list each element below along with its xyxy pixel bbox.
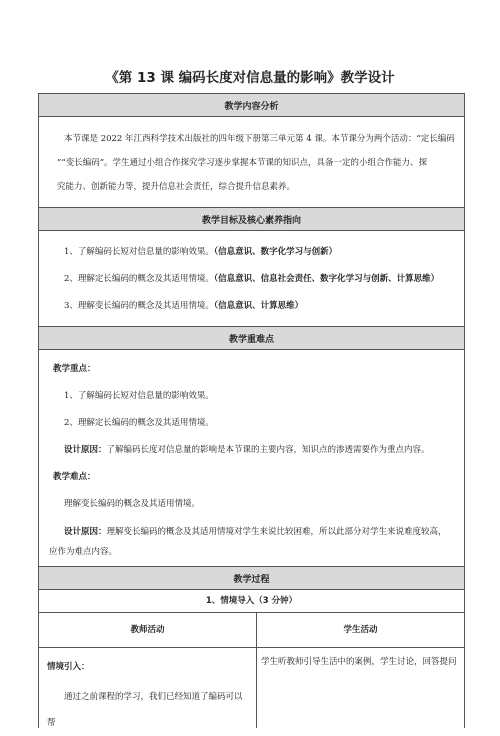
page-title: 《第 13 课 编码长度对信息量的影响》教学设计 (105, 70, 395, 86)
process-col-headers (39, 613, 464, 648)
objective-item-1 (47, 239, 456, 266)
student-col-header: 学生活动 (343, 625, 378, 635)
keypoints-header: 教学重难点 (39, 327, 464, 350)
difficulty-text: 理解变长编码的概念及其适用情境。 (64, 499, 201, 509)
objective-tag: （信息意识、信息社会责任、数字化学习与创新、计算思维） (213, 274, 440, 284)
teacher-activity (39, 648, 257, 728)
keypoints-body (39, 350, 464, 567)
focus-label: 教学重点： (53, 364, 96, 374)
reason-text: 理解变长编码的概念及其适用情境对学生来说比较困难，所以此部分对学生来说难度较高， (106, 527, 447, 537)
objectives-body (39, 231, 464, 327)
analysis-header: 教学内容分析 (39, 94, 464, 117)
analysis-body (39, 117, 464, 208)
reason-text: 了解编码长度对信息量的影响是本节课的主要内容，知识点的渗透需要作为重点内容。 (106, 445, 430, 455)
objective-text: 3、理解变长编码的概念及其适用情境。 (64, 301, 214, 311)
analysis-line-3: 究能力、创新能力等，提升信息社会责任，综合提升信息素养。 (57, 182, 296, 192)
objective-item-2 (47, 266, 456, 293)
process-section-title: 1、情境导入（3 分钟） (39, 590, 464, 613)
teacher-text: 通过之前课程的学习，我们已经知道了编码可以帮 (47, 692, 243, 728)
reason-label: 设计原因： (64, 527, 107, 537)
reason-2-cont: 应作为难点内容。 (49, 547, 118, 557)
lesson-plan-table (38, 93, 465, 728)
process-row (39, 648, 464, 728)
objective-tag: （信息意识、计算思维） (213, 301, 304, 311)
difficulty-label: 教学难点： (53, 472, 96, 482)
objective-text: 1、了解编码长短对信息量的影响效果。 (64, 247, 214, 257)
reason-label: 设计原因： (64, 445, 107, 455)
analysis-line-2: ”“变长编码”。学生通过小组合作探究学习逐步掌握本节课的知识点，具备一定的小组合作能力、探 (57, 158, 428, 168)
student-activity: 学生听教师引导生活中的案例，学生讨论，回答提问 (261, 657, 457, 667)
objective-tag: （信息意识、数字化学习与创新） (213, 247, 338, 257)
teacher-label: 情境引入： (47, 662, 90, 672)
analysis-line-1: 本节课是 2022 年江西科学技术出版社的四年级下册第三单元第 4 课。本节课分为两个活动：“定长编码 (64, 134, 455, 144)
process-header: 教学过程 (39, 567, 464, 590)
focus-item-2: 2、理解定长编码的概念及其适用情境。 (64, 418, 214, 428)
teacher-col-header: 教师活动 (39, 613, 257, 647)
reason-1 (47, 437, 456, 464)
objective-text: 2、理解定长编码的概念及其适用情境。 (64, 274, 214, 284)
objective-item-3 (47, 293, 456, 320)
objectives-header: 教学目标及核心素养指向 (39, 208, 464, 231)
focus-item-1: 1、了解编码长短对信息量的影响效果。 (64, 391, 214, 401)
reason-2 (47, 522, 456, 542)
